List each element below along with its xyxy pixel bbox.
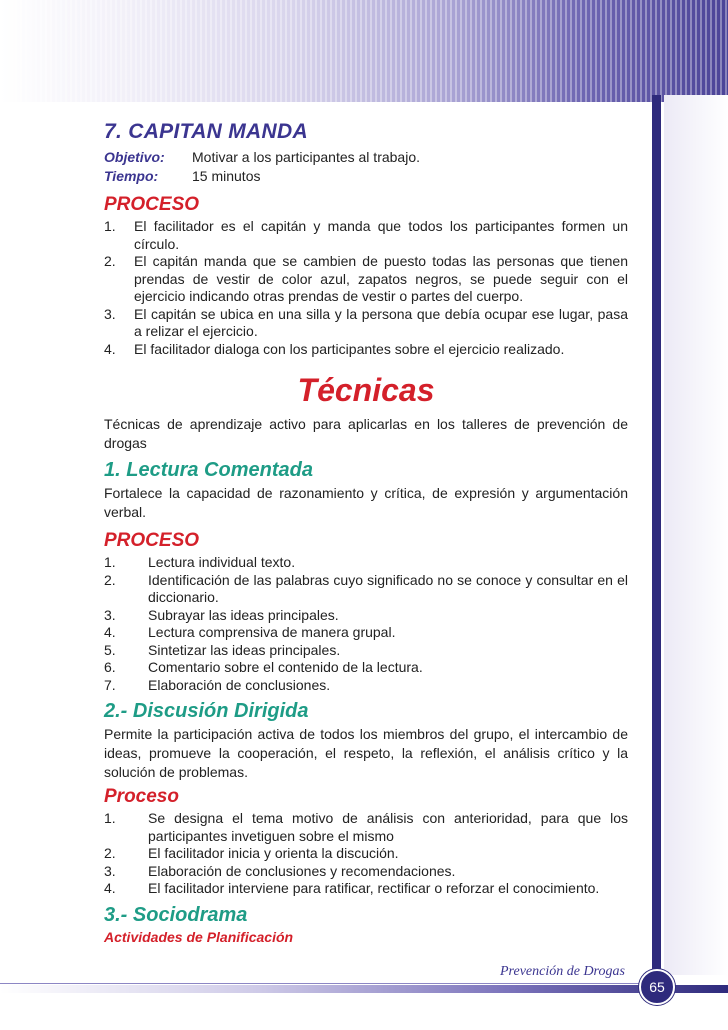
list-number: 1. — [104, 218, 116, 234]
section-title-capitan-manda: 7. CAPITAN MANDA — [104, 120, 308, 143]
objective-label: Objetivo: — [104, 149, 165, 165]
list-text: El capitán manda que se cambien de puesto todas las personas que tienen prendas de vestir de color azul, zapatos negros, se puede seguir con el ejercicio indicando otras prendas de vestir o partes del cuerpo. — [134, 253, 628, 304]
list-text: Lectura individual texto. — [148, 554, 296, 570]
discusion-process-heading: Proceso — [104, 786, 179, 807]
list-number: 4. — [104, 624, 116, 640]
discusion-title: 2.- Discusión Dirigida — [104, 700, 309, 722]
list-number: 1. — [104, 810, 116, 826]
discusion-description: Permite la participación activa de todos los miembros del grupo, el intercambio de ideas, promueve la cooperación, el respeto, la reflexión, el análisis crítico y la solución de problemas. — [104, 726, 628, 780]
list-text: El facilitador dialoga con los participantes sobre el ejercicio realizado. — [134, 340, 565, 357]
list-item — [104, 607, 628, 625]
list-item — [104, 218, 628, 253]
list-item — [104, 572, 628, 607]
list-text: Subrayar las ideas principales. — [148, 606, 339, 623]
list-number: 6. — [104, 659, 116, 675]
list-item — [104, 253, 628, 306]
top-banner-stripes — [0, 0, 728, 102]
list-number: 2. — [104, 571, 116, 588]
list-item — [104, 659, 628, 677]
footer-rule — [0, 983, 640, 984]
list-item — [104, 810, 628, 845]
capitan-steps-list — [104, 218, 628, 358]
lectura-description: Fortalece la capacidad de razonamiento y crítica, de expresión y argumentación verbal. — [104, 485, 628, 520]
objective-value: Motivar a los participantes al trabajo. — [192, 149, 420, 165]
list-number: 4. — [104, 340, 116, 357]
list-text: El facilitador inicia y orienta la discución. — [148, 845, 399, 861]
right-margin-bar — [652, 95, 661, 975]
list-item — [104, 341, 628, 359]
list-item — [104, 677, 628, 695]
lectura-steps-list — [104, 554, 628, 694]
list-text: Comentario sobre el contenido de la lectura. — [148, 659, 423, 675]
process-heading: PROCESO — [104, 194, 200, 215]
list-number: 1. — [104, 554, 116, 570]
list-item — [104, 880, 628, 898]
list-item — [104, 306, 628, 341]
list-text: El facilitador interviene para ratificar, rectificar o reforzar el conocimiento. — [148, 880, 600, 896]
list-item — [104, 642, 628, 660]
list-item — [104, 845, 628, 863]
right-margin-shade — [664, 95, 728, 975]
sociodrama-title: 3.- Sociodrama — [104, 903, 248, 926]
discusion-steps-list — [104, 810, 628, 898]
list-number: 3. — [104, 862, 116, 879]
page-number-badge: 65 — [639, 969, 675, 1005]
lectura-title: 1. Lectura Comentada — [104, 459, 313, 481]
lectura-process-heading: PROCESO — [104, 530, 200, 551]
list-text: Elaboración de conclusiones y recomendaciones. — [148, 862, 456, 879]
list-text: El capitán se ubica en una silla y la persona que debía ocupar ese lugar, pasa a relizar el ejercicio. — [134, 305, 628, 339]
list-text: El facilitador es el capitán y manda que todos los participantes formen un círculo. — [134, 218, 628, 252]
list-number: 3. — [104, 305, 116, 322]
list-text: Elaboración de conclusiones. — [148, 676, 331, 693]
footer-label: Prevención de Drogas — [500, 964, 625, 979]
tecnicas-title: Técnicas — [297, 372, 435, 408]
list-number: 3. — [104, 606, 116, 623]
list-text: Identificación de las palabras cuyo significado no se conoce y consultar en el diccionario. — [148, 571, 628, 605]
list-item — [104, 863, 628, 881]
objective-row — [104, 148, 628, 167]
time-value: 15 minutos — [192, 168, 261, 184]
sociodrama-subtitle: Actividades de Planificación — [104, 928, 294, 945]
tecnicas-intro: Técnicas de aprendizaje activo para aplicarlas en los talleres de prevención de drogas — [104, 416, 628, 451]
list-item — [104, 554, 628, 572]
list-number: 2. — [104, 253, 116, 269]
list-number: 7. — [104, 676, 116, 693]
list-text: Sintetizar las ideas principales. — [148, 641, 341, 658]
time-label: Tiempo: — [104, 168, 159, 184]
list-item — [104, 624, 628, 642]
list-text: Lectura comprensiva de manera grupal. — [148, 624, 396, 640]
list-number: 5. — [104, 641, 116, 658]
list-number: 2. — [104, 845, 116, 861]
bottom-banner — [0, 985, 728, 993]
list-number: 4. — [104, 880, 116, 896]
time-row — [104, 167, 628, 186]
page-content — [104, 120, 628, 945]
list-text: Se designa el tema motivo de análisis con anterioridad, para que los participantes invetiguen sobre el mismo — [148, 810, 628, 844]
